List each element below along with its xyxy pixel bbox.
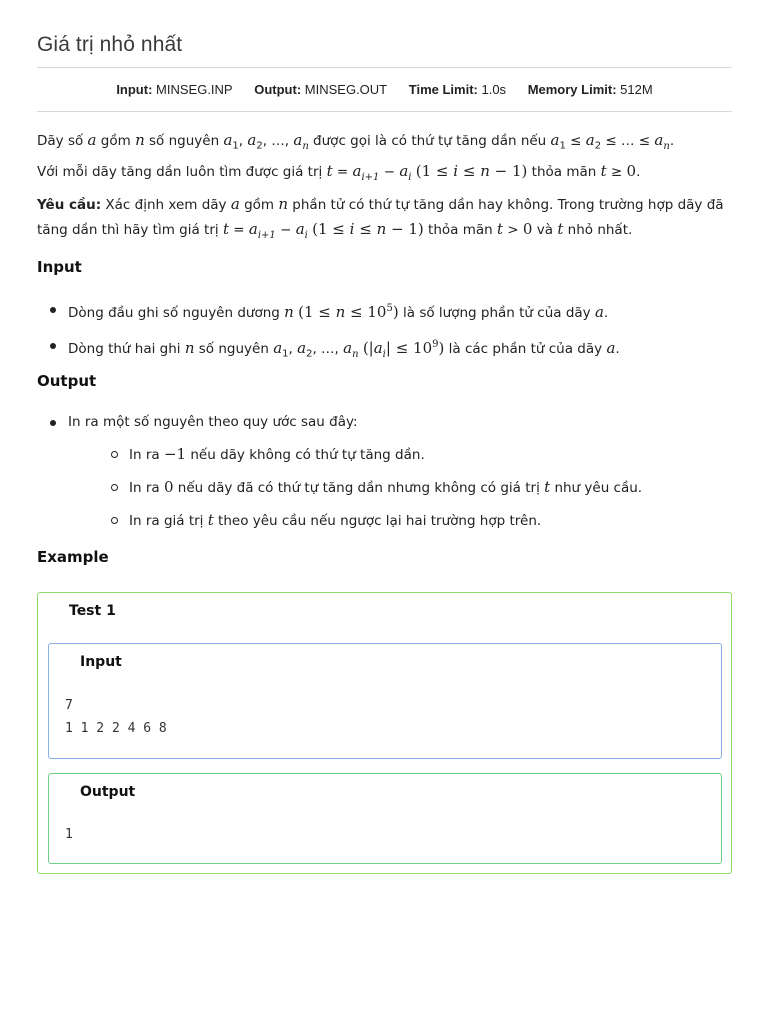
test-input-content[interactable]: 7 1 1 2 2 4 6 8 (65, 698, 167, 736)
list-item: In ra một số nguyên theo quy ước sau đây: In ra −1 nếu dãy không có thứ tự tăng dần. In ra 0 nếu dãy đã có thứ tự tăng dần nhưng không có giá trị t như yêu cầu. In ra giá trị t theo yêu cầu nếu ngược lại hai trường hợp trên. (37, 410, 732, 533)
test-output-content[interactable]: 1 (65, 827, 73, 842)
output-list (37, 410, 732, 541)
divider (37, 67, 732, 68)
list-item: In ra giá trị t theo yêu cầu nếu ngược lại hai trường hợp trên. (68, 508, 732, 533)
test-output-box (48, 773, 722, 864)
requirement-paragraph: Yêu cầu: Xác định xem dãy a gồm n phần tử có thứ tự tăng dần hay không. Trong trường hợp dãy đã tăng dần thì hãy tìm giá trị $t = a_{i+1} - a_i$ (1 ≤ i ≤ n − 1) thỏa mãn t > 0 và t nhỏ nhất. (37, 195, 724, 241)
list-item: In ra 0 nếu dãy đã có thứ tự tăng dần nhưng không có giá trị t như yêu cầu. (68, 475, 732, 500)
statement-paragraph: Dãy số a gồm n số nguyên $a_1$, $a_2$, …, $a_n$ được gọi là có thứ tự tăng dần nếu $a_1 \le a_2$ ≤ … ≤ $a_n$. Với mỗi dãy tăng dần luôn tìm được giá trị $t = a_{i+1} - a_i$ (1 ≤ i ≤ n − 1) thỏa mãn t ≥ 0. (37, 131, 675, 183)
output-heading: Output (37, 372, 97, 390)
input-list (37, 297, 732, 375)
list-item: Dòng đầu ghi số nguyên dương n $(1 \le n \le 10^5)$ là số lượng phần tử của dãy a. (37, 297, 732, 325)
test-case-card (37, 592, 732, 874)
example-heading: Example (37, 548, 109, 566)
limit-memory: Memory Limit: 512M (527, 82, 653, 97)
input-heading: Input (37, 258, 82, 276)
divider (37, 111, 732, 112)
list-item: Dòng thứ hai ghi n số nguyên $a_1$, $a_2$, …, $a_n$ $(|a_i| \le 10^9)$ là các phần tử của dãy a. (37, 333, 732, 367)
limit-time: Time Limit: 1.0s (408, 82, 507, 97)
output-sublist (68, 442, 732, 533)
list-item: In ra −1 nếu dãy không có thứ tự tăng dần. (68, 442, 732, 467)
test-input-box (48, 643, 722, 759)
test-input-label: Input (80, 654, 122, 670)
test-output-label: Output (80, 784, 136, 800)
page-title: Giá trị nhỏ nhất (37, 33, 183, 56)
limit-output: Output: MINSEG.OUT (254, 82, 388, 97)
limit-input: Input: MINSEG.INP (116, 82, 233, 97)
test-title: Test 1 (69, 603, 116, 619)
limits-bar (37, 82, 732, 97)
